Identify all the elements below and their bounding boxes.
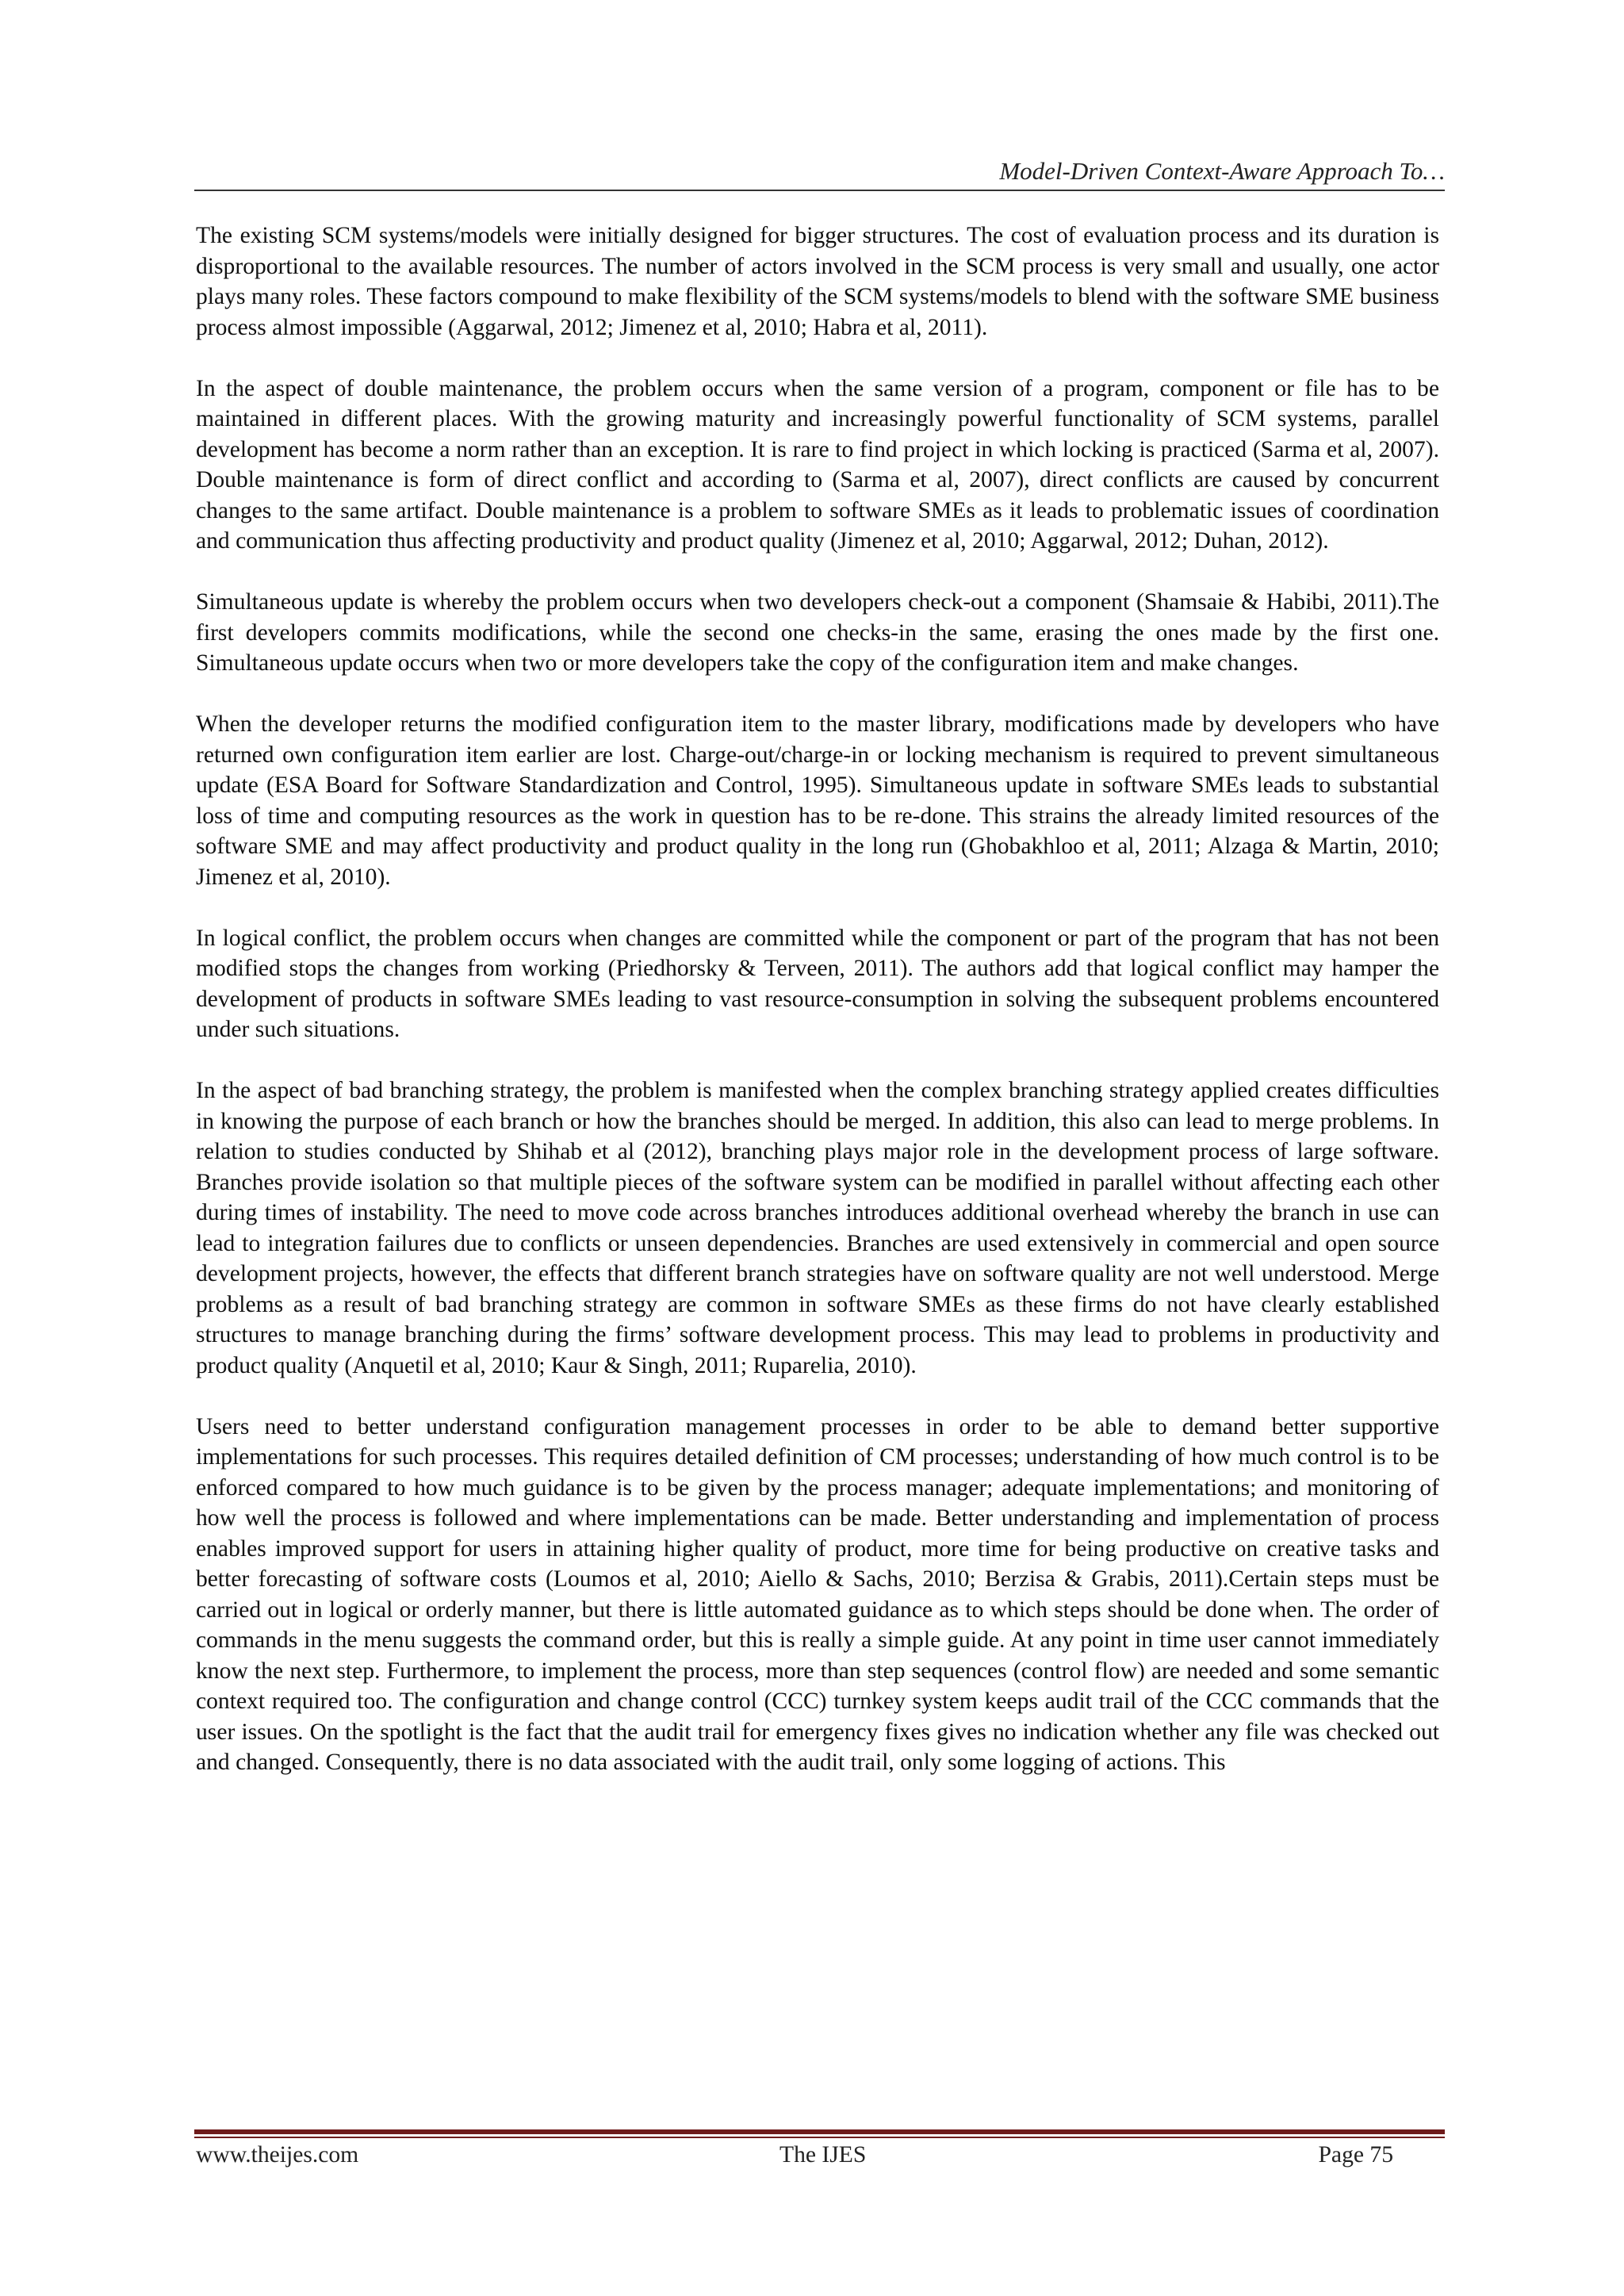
page-label: Page (1318, 2142, 1364, 2168)
body-paragraph-6: In the aspect of bad branching strategy, the problem is manifested when the complex branching strategy applied creates difficulties in knowing the purpose of each branch or how the branches should be merged. In addition, this also can lead to merge problems. In relation to studies conducted by Shihab et al (2012), branching plays major role in the development process of large software. Branches provide isolation so that multiple pieces of the software system can be modified in parallel without affecting each other during times of instability. The need to move code across branches introduces additional overhead whereby the branch in use can lead to integration failures due to conflicts or unseen dependencies. Branches are used extensively in commercial and open source development projects, however, the effects that different branch strategies have on software quality are not well understood. Merge problems as a result of bad branching strategy are common in software SMEs as these firms do not have clearly established structures to manage branching during the firms’ software development process. This may lead to problems in productivity and product quality (Anquetil et al, 2010; Kaur & Singh, 2011; Ruparelia, 2010). (196, 1078, 1439, 1378)
footer-website: www.theijes.com (196, 2142, 359, 2168)
footer-divider-thick (194, 2129, 1445, 2134)
running-header-title: Model-Driven Context-Aware Approach To… (999, 157, 1445, 185)
article-body (196, 220, 1439, 1808)
page-number: 75 (1369, 2142, 1393, 2168)
body-paragraph-5: In logical conflict, the problem occurs when changes are committed while the component or part of the program that has not been modified stops the changes from working (Priedhorsky & Terveen, 2011). The authors add that logical conflict may hamper the development of products in software SMEs leading to vast resource-consumption in solving the subsequent problems encountered under such situations. (196, 925, 1439, 1042)
footer-page-number (1318, 2142, 1393, 2168)
footer-divider-thin (194, 2137, 1445, 2138)
footer-journal-name: The IJES (779, 2142, 867, 2168)
body-paragraph-7: Users need to better understand configuration management processes in order to be able to demand better supportive implementations for such processes. This requires detailed definition of CM processes; understanding of how much control is to be enforced compared to how much guidance is to be given by the process manager; adequate implementations; and monitoring of how well the process is followed and where implementations can be made. Better understanding and implementation of process enables improved support for users in attaining higher quality of product, more time for being productive on creative tasks and better forecasting of software costs (Loumos et al, 2010; Aiello & Sachs, 2010; Berzisa & Grabis, 2011).Certain steps must be carried out in logical or orderly manner, but there is little automated guidance as to which steps should be done when. The order of commands in the menu suggests the command order, but this is really a simple guide. At any point in time user cannot immediately know the next step. Furthermore, to implement the process, more than step sequences (control flow) are needed and some semantic context required too. The configuration and change control (CCC) turnkey system keeps audit trail of the CCC commands that the user issues. On the spotlight is the fact that the audit trail for emergency fixes gives no indication whether any file was checked out and changed. Consequently, there is no data associated with the audit trail, only some logging of actions. This (196, 1413, 1439, 1775)
body-paragraph-3: Simultaneous update is whereby the problem occurs when two developers check-out a component (Shamsaie & Habibi, 2011).The first developers commits modifications, while the second one checks-in the same, erasing the ones made by the first one. Simultaneous update occurs when two or more developers take the copy of the configuration item and make changes. (196, 589, 1439, 676)
header-divider (194, 190, 1445, 191)
body-paragraph-4: When the developer returns the modified configuration item to the master library, modifications made by developers who have returned own configuration item earlier are lost. Charge-out/charge-in or locking mechanism is required to prevent simultaneous update (ESA Board for Software Standardization and Control, 1995). Simultaneous update in software SMEs leads to substantial loss of time and computing resources as the work in question has to be re-done. This strains the already limited resources of the software SME and may affect productivity and product quality in the long run (Ghobakhloo et al, 2011; Alzaga & Martin, 2010; Jimenez et al, 2010). (196, 711, 1439, 890)
body-paragraph-1: The existing SCM systems/models were initially designed for bigger structures. The cost of evaluation process and its duration is disproportional to the available resources. The number of actors involved in the SCM process is very small and usually, one actor plays many roles. These factors compound to make flexibility of the SCM systems/models to blend with the software SME business process almost impossible (Aggarwal, 2012; Jimenez et al, 2010; Habra et al, 2011). (196, 223, 1439, 340)
page-footer (196, 2142, 1393, 2174)
body-paragraph-2: In the aspect of double maintenance, the problem occurs when the same version of a program, component or file has to be maintained in different places. With the growing maturity and increasingly powerful functionality of SCM systems, parallel development has become a norm rather than an exception. It is rare to find project in which locking is practiced (Sarma et al, 2007). Double maintenance is form of direct conflict and according to (Sarma et al, 2007), direct conflicts are caused by concurrent changes to the same artifact. Double maintenance is a problem to software SMEs as it leads to problematic issues of coordination and communication thus affecting productivity and product quality (Jimenez et al, 2010; Aggarwal, 2012; Duhan, 2012). (196, 375, 1439, 554)
